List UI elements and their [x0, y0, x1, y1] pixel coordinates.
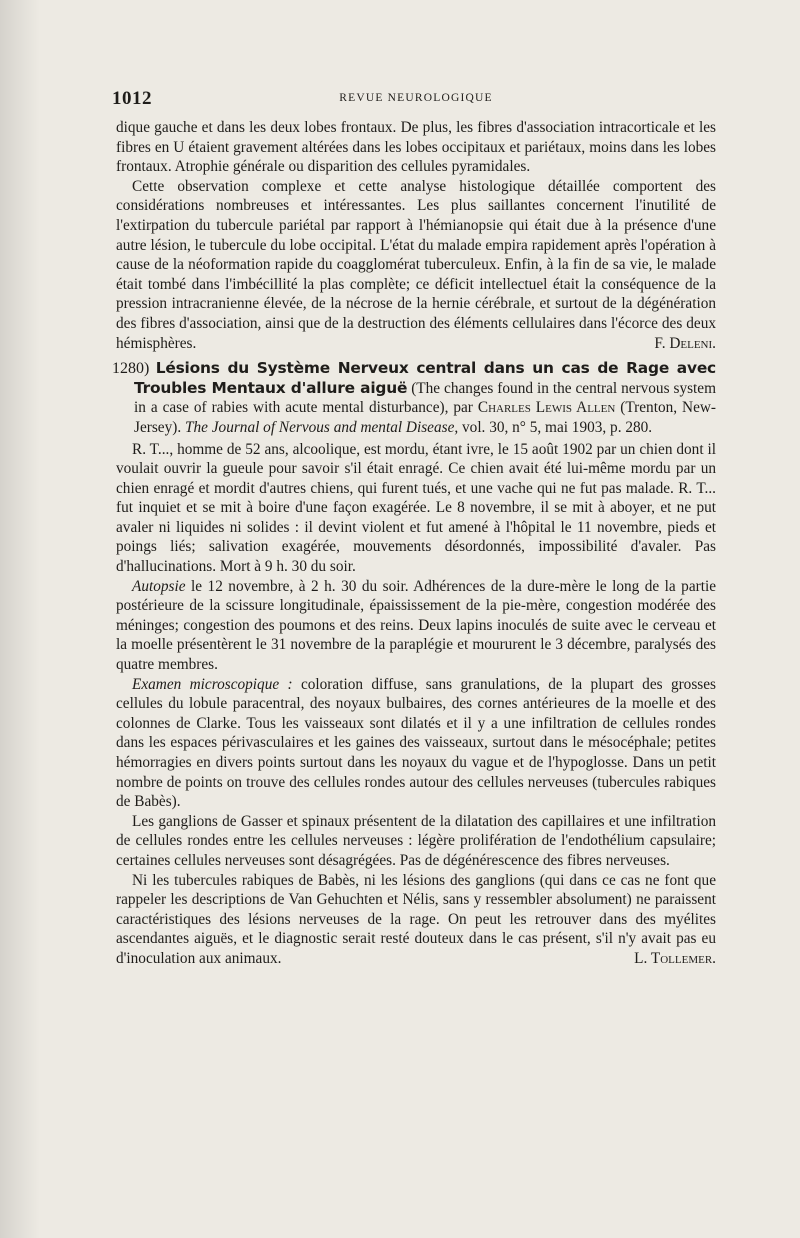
article2-number: 1280): [112, 360, 150, 378]
article2-paragraph-2-text: le 12 novembre, à 2 h. 30 du soir. Adhérences de la dure-mère le long de la partie postérieure de la scissure longitudinale, épaississement de la pie-mère, congestion modérée des méninges; congestion des poumons et des reins. Deux lapins inoculés de suite avec le cerveau et la moelle présentèrent le 31 novembre de la paraplégie et moururent le 3 décembre, paralysés des quatre membres.: [116, 577, 717, 674]
article1-paragraph-2-text: Cette observation complexe et cette analyse histologique détaillée comportent des considérations nombreuses et intéressantes. Les plus saillantes concernent l'inutilité de l'extirpation du tubercule pariétal par rapport à l'hémianopsie qui était due à la présence d'une autre lésion, le tubercule du lobe occipital. L'état du malade empira rapidement après l'opération à cause de la néoformation rapide du coagglomérat tuberculeux. Enfin, à la fin de sa vie, le malade était tombé dans l'imbécillité la plas complète; ce déficit intellectuel était la conséquence de la pression intracranienne élevée, de la nécrose de la hernie cérébrale, et surtout de la dégénération des fibres d'association, ainsi que de la destruction des éléments cellulaires dans l'écorce des deux hémisphères.: [116, 177, 716, 352]
article2-citation: vol. 30, n° 5, mai 1903, p. 280.: [462, 418, 653, 436]
article2-paragraph-3: [116, 675, 716, 812]
running-title: REVUE NEUROLOGIQUE: [339, 92, 493, 104]
article2-paragraph-3-text: coloration diffuse, sans granulations, de la plupart des grosses cellules du lobule paracentral, des noyaux bulbaires, des cornes antérieures de la moelle et des colonnes de Clarke. Tous les vaisseaux sont dilatés et il y a une infiltration de cellules rondes dans les espaces périvasculaires et les gaines des vaisseaux, surtout dans le mésocéphale; petites hémorragies en divers points surtout dans les noyaux du vague et de l'hypoglosse. Dans un petit nombre de points on trouve des cellules rondes autour des cellules nerveuses (tubercules rabiques de Babès).: [116, 675, 716, 811]
article1-paragraph-1: dique gauche et dans les deux lobes frontaux. De plus, les fibres d'association intracorticale et les fibres en U étaient gravement altérées dans les lobes occipitaux et pariétaux, moins dans les lobes frontaux. Atrophie générale ou disparition des cellules pyramidales.: [116, 119, 716, 176]
article2-author: Charles Lewis Allen: [477, 399, 616, 417]
article2-paragraph-5-text: Ni les tubercules rabiques de Babès, ni les lésions des ganglions (qui dans ce cas ne font que rappeler les descriptions de Van Gehuchten et Nélis, sans y ressembler absolument) ne paraissent caractéristiques des lésions nerveuses de la rage. On peut les retrouver dans des myélites ascendantes aiguës, et le diagnostic serait resté douteux dans le cas présent, s'il n'y avait pas eu d'inoculation aux animaux.: [116, 871, 716, 967]
article1-paragraph-2: [116, 177, 716, 353]
article2-paragraph-2: [116, 577, 716, 675]
article2-journal: The Journal of Nervous and mental Disease,: [184, 418, 459, 436]
article2-paragraph-5: [116, 871, 716, 969]
article2-title: Lésions du Système Nerveux central dans un cas de Rage avec Troubles Mentaux d'allure aiguë: [134, 359, 716, 397]
article2-paragraph-1: R. T..., homme de 52 ans, alcoolique, est mordu, étant ivre, le 15 août 1902 par un chien dont il voulait ouvrir la gueule pour savoir s'il était enragé. Ce chien avait été lui-même mordu par un chien enragé et mordit d'autres chiens, qui furent tués, et une vache qui ne fut pas malade. R. T... fut inquiet et se mit à boire d'une façon exagérée. Le 8 novembre, il se mit à aboyer, et ne put avaler ni liquides ni solides : il devint violent et fut amené à l'hôpital le 11 novembre, pieds et poings liés; salivation exagérée, mouvements désordonnés, impossibilité d'avaler. Pas d'hallucinations. Mort à 9 h. 30 du soir.: [116, 440, 716, 576]
article2-location: (Trenton, New-Jersey).: [134, 399, 716, 436]
page-header: [112, 88, 716, 110]
article2-subtitle: (The changes found in the central nervous system in a case of rabies with acute mental disturbance), par: [134, 379, 716, 417]
article2-paragraph-4: Les ganglions de Gasser et spinaux présentent de la dilatation des capillaires et une infiltration de cellules rondes entre les cellules nerveuses : légère prolifération de l'endothélium capsulaire; certaines cellules nerveuses sont désagrégées. Pas de dégénérescence des fibres nerveuses.: [116, 812, 716, 869]
article1-signature: F. Deleni.: [654, 334, 716, 352]
article2-heading: [112, 359, 716, 437]
exam-label: Examen microscopique :: [132, 675, 293, 693]
page-content: [112, 88, 717, 969]
autopsy-label: Autopsie: [132, 577, 186, 595]
page-number: 1012: [112, 88, 152, 109]
article2-signature: L. Tollemer.: [634, 949, 716, 967]
